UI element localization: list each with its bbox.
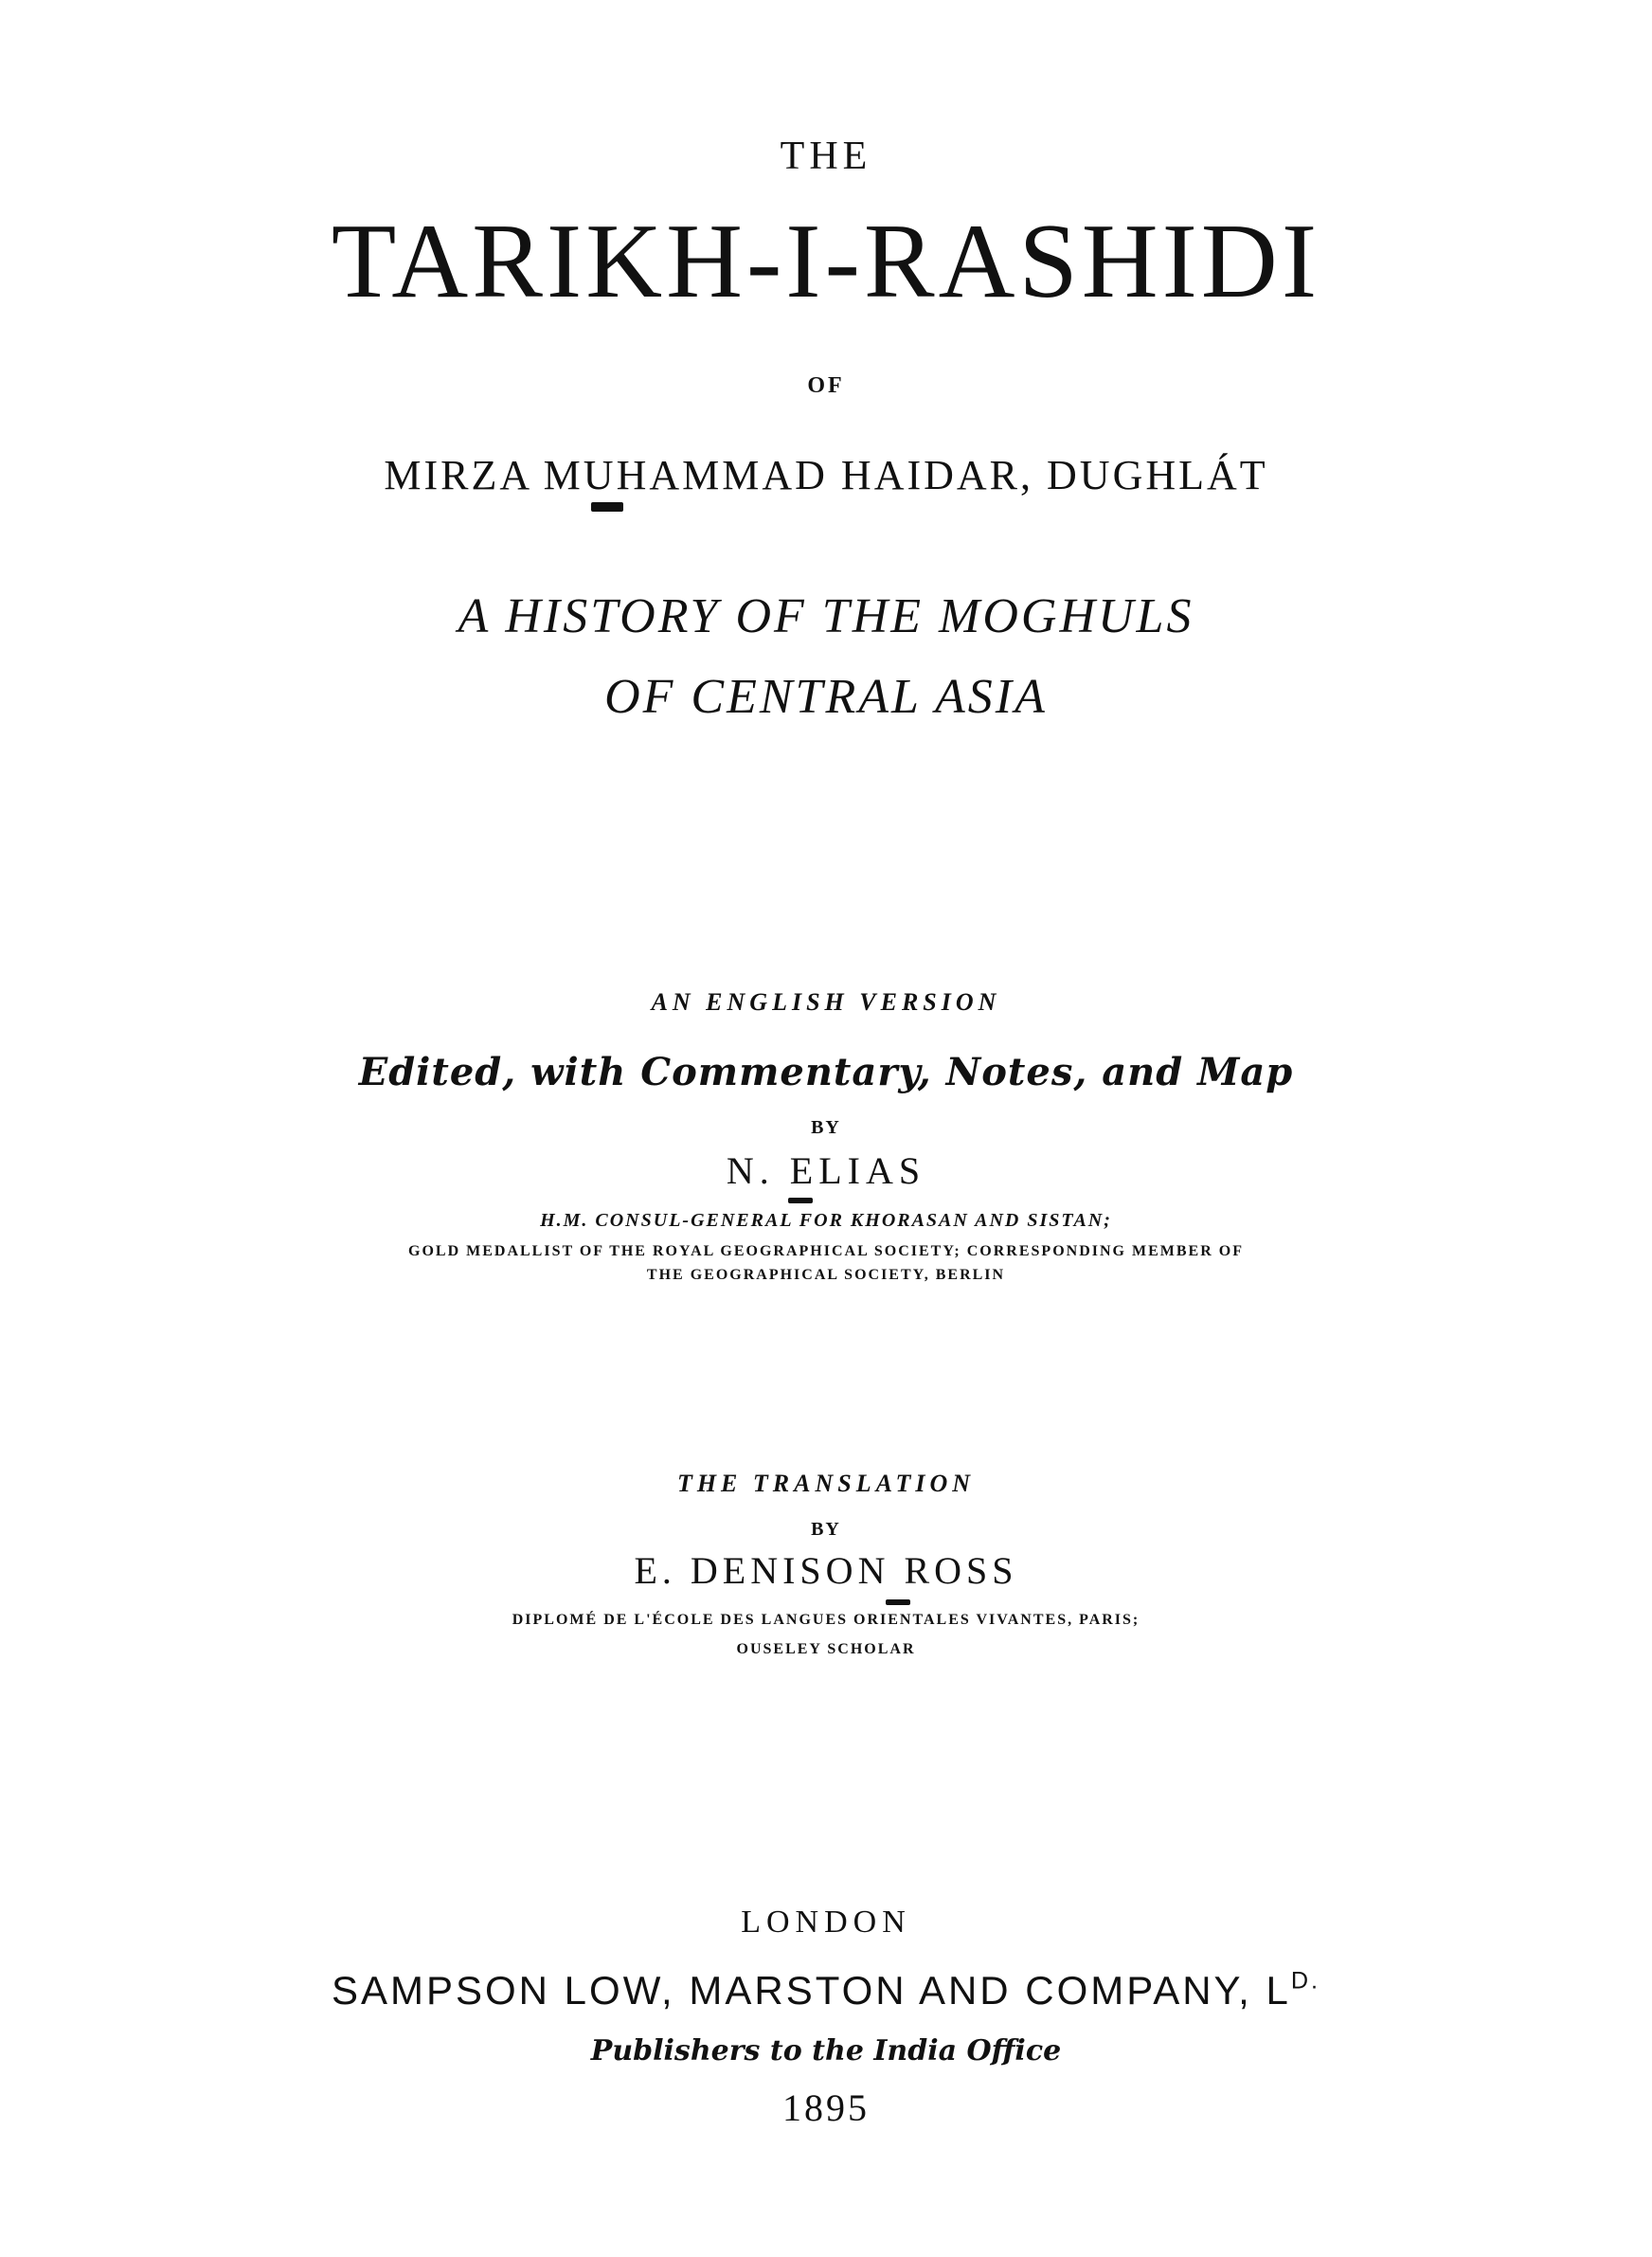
editor-honours-line-1: GOLD MEDALLIST OF THE ROYAL GEOGRAPHICAL SOCIETY; CORRESPONDING MEMBER OF	[408, 1243, 1244, 1259]
by-editor: BY	[811, 1117, 841, 1138]
subtitle-line-2: OF CENTRAL ASIA	[604, 670, 1048, 724]
edited-line: Edited, with Commentary, Notes, and Map	[358, 1050, 1294, 1094]
translator-name: E. DENISON ROSS	[634, 1549, 1018, 1592]
publisher-note: Publishers to the India Office	[590, 2034, 1062, 2067]
imprint-city: LONDON	[741, 1905, 911, 1940]
by-translator: BY	[811, 1519, 841, 1540]
diacritic-mark	[886, 1599, 910, 1605]
version-label: AN ENGLISH VERSION	[651, 988, 1001, 1016]
diacritic-mark	[788, 1198, 813, 1203]
publisher-main: SAMPSON LOW, MARSTON AND COMPANY, L	[331, 1968, 1291, 2013]
title-prefix: THE	[780, 135, 872, 178]
publisher-name	[0, 1967, 1652, 2013]
author-name: MIRZA MUHAMMAD HAIDAR, DUGHLÁT	[384, 452, 1268, 498]
publication-year: 1895	[782, 2086, 870, 2129]
translator-honours-line-1: DIPLOMÉ DE L'ÉCOLE DES LANGUES ORIENTALES VIVANTES, PARIS;	[512, 1612, 1140, 1628]
translator-honours-line-2: OUSELEY SCHOLAR	[736, 1641, 916, 1657]
subtitle-line-1: A HISTORY OF THE MOGHULS	[458, 589, 1194, 643]
publisher-suffix: D.	[1290, 1967, 1321, 1995]
editor-title: H.M. CONSUL-GENERAL FOR KHORASAN AND SISTAN;	[540, 1210, 1112, 1231]
book-title: TARIKH-I-RASHIDI	[331, 203, 1321, 320]
editor-name: N. ELIAS	[726, 1149, 926, 1192]
translation-label: THE TRANSLATION	[676, 1470, 976, 1497]
editor-honours-line-2: THE GEOGRAPHICAL SOCIETY, BERLIN	[646, 1267, 1006, 1283]
title-of: OF	[807, 373, 845, 398]
diacritic-mark	[591, 502, 623, 512]
